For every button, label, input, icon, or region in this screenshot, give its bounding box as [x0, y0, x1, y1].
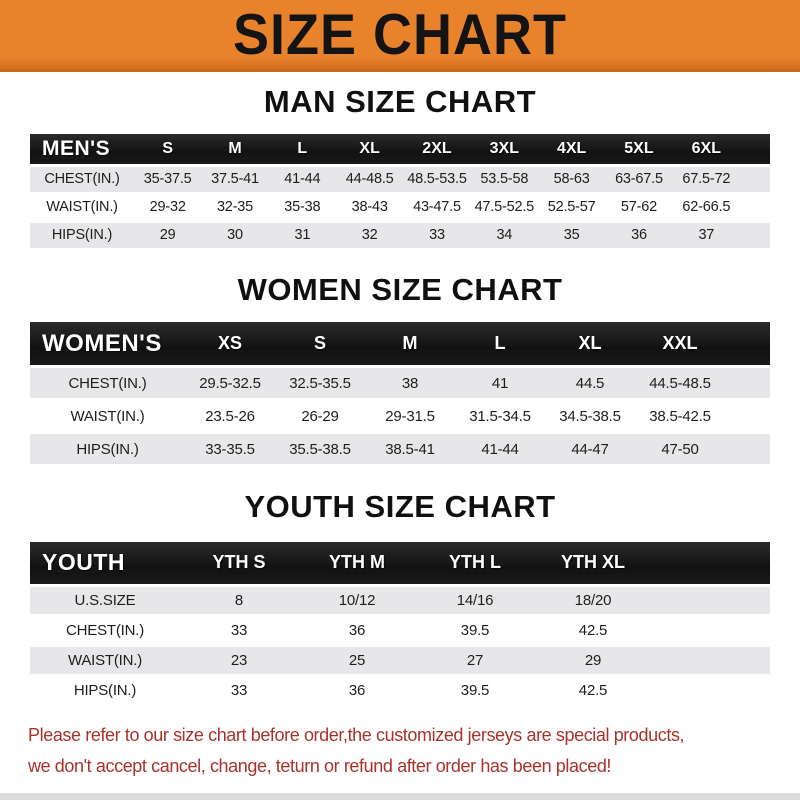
size-column-header: XXL	[635, 322, 725, 365]
size-column-header: YTH L	[416, 542, 534, 584]
size-cell: 38	[365, 368, 455, 398]
size-cell: 44.5-48.5	[635, 368, 725, 398]
size-cell: 52.5-57	[538, 195, 605, 220]
size-column-header: M	[201, 134, 268, 164]
size-cell: 44-48.5	[336, 167, 403, 192]
size-cell: 33	[180, 617, 298, 644]
row-label: WAIST(IN.)	[30, 647, 180, 674]
size-cell: 42.5	[534, 617, 652, 644]
size-column-header: 2XL	[403, 134, 470, 164]
row-filler	[740, 167, 770, 192]
measurement-row	[30, 617, 770, 644]
men-section-heading: MAN SIZE CHART	[263, 84, 537, 119]
size-cell: 36	[605, 223, 672, 248]
footer-line-2: we don't accept cancel, change, teturn or refund after order has been placed!	[28, 755, 612, 776]
size-cell: 29-31.5	[365, 401, 455, 431]
bottom-strip	[0, 793, 800, 800]
size-cell: 29.5-32.5	[185, 368, 275, 398]
size-cell: 27	[416, 647, 534, 674]
size-cell: 37	[673, 223, 740, 248]
size-cell: 44-47	[545, 434, 635, 464]
size-cell: 38.5-42.5	[635, 401, 725, 431]
size-cell: 47.5-52.5	[471, 195, 538, 220]
footer-line-1: Please refer to our size chart before order,the customized jerseys are special products,	[28, 724, 685, 745]
size-cell: 42.5	[534, 677, 652, 704]
size-cell: 29	[534, 647, 652, 674]
size-cell: 48.5-53.5	[403, 167, 470, 192]
measurement-row	[30, 223, 770, 248]
row-label: HIPS(IN.)	[30, 223, 134, 248]
measurement-row	[30, 167, 770, 192]
size-cell: 37.5-41	[201, 167, 268, 192]
row-label: HIPS(IN.)	[30, 434, 185, 464]
table-corner-label: YOUTH	[30, 542, 180, 584]
row-filler	[725, 401, 770, 431]
row-filler	[652, 587, 770, 614]
size-cell: 57-62	[605, 195, 672, 220]
size-cell: 33	[403, 223, 470, 248]
size-cell: 10/12	[298, 587, 416, 614]
size-cell: 35-37.5	[134, 167, 201, 192]
men-size-table	[30, 131, 770, 251]
row-filler	[740, 223, 770, 248]
size-cell: 25	[298, 647, 416, 674]
table-corner-label: WOMEN'S	[30, 322, 185, 365]
women-section-heading: WOMEN SIZE CHART	[237, 271, 563, 307]
size-cell: 38.5-41	[365, 434, 455, 464]
footer-note	[28, 723, 772, 779]
size-cell: 41-44	[455, 434, 545, 464]
row-label: CHEST(IN.)	[30, 167, 134, 192]
size-cell: 39.5	[416, 677, 534, 704]
size-cell: 47-50	[635, 434, 725, 464]
page-title: SIZE CHART	[233, 2, 567, 67]
row-label: WAIST(IN.)	[30, 195, 134, 220]
size-cell: 18/20	[534, 587, 652, 614]
size-cell: 31	[269, 223, 336, 248]
size-cell: 43-47.5	[403, 195, 470, 220]
size-cell: 36	[298, 677, 416, 704]
size-column-header: XL	[336, 134, 403, 164]
size-cell: 35-38	[269, 195, 336, 220]
measurement-row	[30, 401, 770, 431]
size-column-header: XL	[545, 322, 635, 365]
size-cell: 35	[538, 223, 605, 248]
size-cell: 33	[180, 677, 298, 704]
size-cell: 29	[134, 223, 201, 248]
youth-size-table	[30, 539, 770, 707]
size-cell: 41-44	[269, 167, 336, 192]
row-filler	[652, 617, 770, 644]
size-cell: 34.5-38.5	[545, 401, 635, 431]
row-filler	[652, 647, 770, 674]
size-cell: 8	[180, 587, 298, 614]
row-label: HIPS(IN.)	[30, 677, 180, 704]
size-column-header: L	[455, 322, 545, 365]
size-column-header: XS	[185, 322, 275, 365]
row-filler	[725, 434, 770, 464]
size-cell: 26-29	[275, 401, 365, 431]
size-column-header: YTH S	[180, 542, 298, 584]
row-label: U.S.SIZE	[30, 587, 180, 614]
size-cell: 31.5-34.5	[455, 401, 545, 431]
section-women	[0, 271, 800, 468]
measurement-row	[30, 677, 770, 704]
size-cell: 32-35	[201, 195, 268, 220]
size-column-header: S	[275, 322, 365, 365]
size-column-header: M	[365, 322, 455, 365]
size-column-header: 3XL	[471, 134, 538, 164]
size-table-header-row	[30, 134, 770, 164]
header-filler	[725, 322, 770, 365]
size-cell: 53.5-58	[471, 167, 538, 192]
size-cell: 32.5-35.5	[275, 368, 365, 398]
size-cell: 35.5-38.5	[275, 434, 365, 464]
size-column-header: 6XL	[673, 134, 740, 164]
size-cell: 67.5-72	[673, 167, 740, 192]
size-table-header-row	[30, 542, 770, 584]
size-cell: 34	[471, 223, 538, 248]
size-cell: 23	[180, 647, 298, 674]
size-column-header: S	[134, 134, 201, 164]
size-cell: 30	[201, 223, 268, 248]
size-cell: 23.5-26	[185, 401, 275, 431]
row-label: CHEST(IN.)	[30, 617, 180, 644]
youth-section-heading: YOUTH SIZE CHART	[244, 489, 556, 525]
section-men	[0, 86, 800, 251]
table-corner-label: MEN'S	[30, 134, 134, 164]
size-column-header: YTH M	[298, 542, 416, 584]
size-cell: 32	[336, 223, 403, 248]
size-cell: 14/16	[416, 587, 534, 614]
size-column-header: 4XL	[538, 134, 605, 164]
size-column-header: 5XL	[605, 134, 672, 164]
measurement-row	[30, 195, 770, 220]
banner	[0, 0, 800, 72]
row-label: CHEST(IN.)	[30, 368, 185, 398]
measurement-row	[30, 434, 770, 464]
size-table-header-row	[30, 322, 770, 365]
measurement-row	[30, 368, 770, 398]
size-cell: 62-66.5	[673, 195, 740, 220]
women-size-table	[30, 319, 770, 467]
size-cell: 36	[298, 617, 416, 644]
size-cell: 41	[455, 368, 545, 398]
header-filler	[652, 542, 770, 584]
row-filler	[725, 368, 770, 398]
size-column-header: YTH XL	[534, 542, 652, 584]
size-cell: 33-35.5	[185, 434, 275, 464]
header-filler	[740, 134, 770, 164]
row-filler	[652, 677, 770, 704]
row-label: WAIST(IN.)	[30, 401, 185, 431]
size-cell: 39.5	[416, 617, 534, 644]
row-filler	[740, 195, 770, 220]
section-youth	[0, 491, 800, 707]
measurement-row	[30, 587, 770, 614]
size-cell: 38-43	[336, 195, 403, 220]
size-column-header: L	[269, 134, 336, 164]
size-cell: 63-67.5	[605, 167, 672, 192]
size-cell: 44.5	[545, 368, 635, 398]
measurement-row	[30, 647, 770, 674]
size-cell: 58-63	[538, 167, 605, 192]
size-cell: 29-32	[134, 195, 201, 220]
